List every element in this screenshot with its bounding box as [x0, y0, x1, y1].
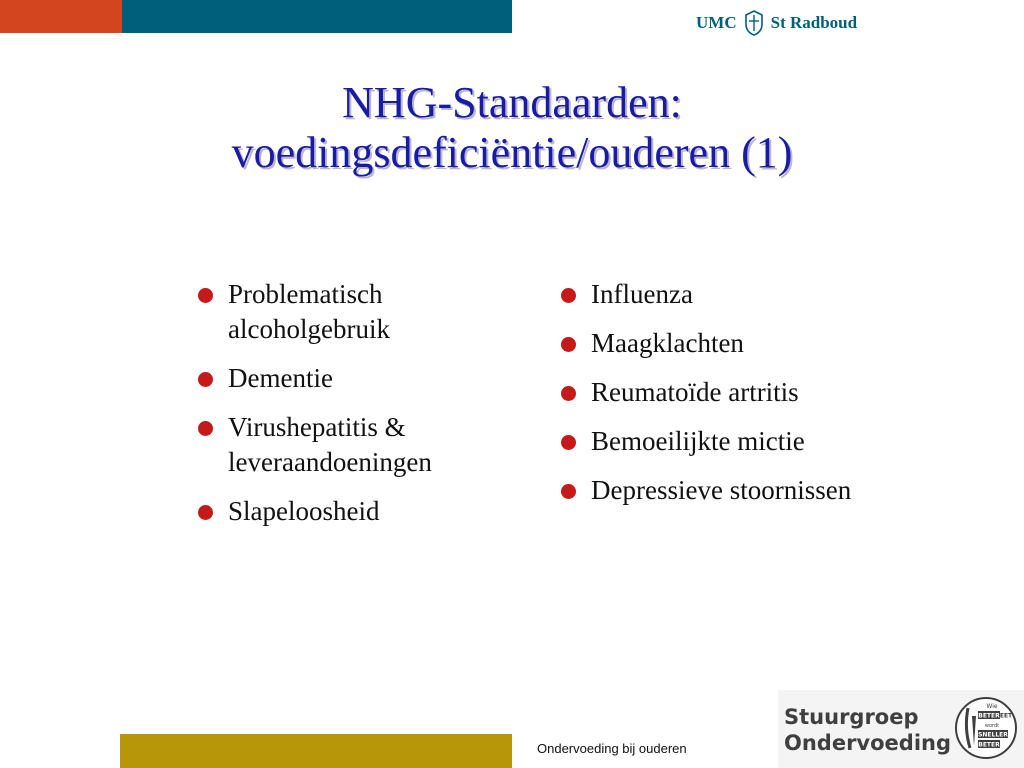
stuurgroep-logo [778, 690, 1024, 768]
title-line-1: NHG-Standaarden: [342, 78, 682, 127]
badge-text-beter-2: BETER [978, 741, 1000, 749]
crest-icon [743, 9, 765, 37]
left-bullet-list [198, 277, 518, 543]
stuurgroep-logo-text [784, 704, 951, 756]
radboud-logo-text: St Radboud [770, 13, 858, 32]
bullet-icon [561, 435, 576, 450]
bullet-icon [198, 372, 213, 387]
umc-logo [696, 8, 857, 38]
badge-text-wordt: wordt [984, 723, 1000, 729]
footer-text: Ondervoeding bij ouderen [537, 741, 687, 756]
title-line-2: voedingsdeficiëntie/ouderen (1) [231, 128, 793, 177]
logo-line-1: Stuurgroep [784, 705, 919, 729]
list-item: Slapeloosheid [198, 494, 518, 529]
top-bar-teal [122, 0, 512, 33]
bullet-icon [198, 421, 213, 436]
badge-icon [954, 696, 1018, 760]
logo-line-2: Ondervoeding [784, 731, 952, 755]
list-item: Virushepatitis & leveraandoeningen [198, 410, 518, 480]
top-bar-orange [0, 0, 122, 33]
badge-text-wie: Wie [986, 703, 998, 710]
umc-logo-text: UMC [696, 13, 737, 32]
list-item: Problematisch alcoholgebruik [198, 277, 518, 347]
list-item: Depressieve stoornissen [561, 473, 981, 508]
bullet-icon [561, 386, 576, 401]
bullet-icon [198, 288, 213, 303]
slide-title [0, 78, 1024, 178]
list-item: Bemoeilijkte mictie [561, 424, 981, 459]
list-item: Influenza [561, 277, 981, 312]
badge-text-sneller: SNELLER [978, 731, 1008, 739]
list-item: Dementie [198, 361, 518, 396]
badge-text-eet: EET [999, 712, 1013, 720]
bottom-bar-gold [120, 734, 512, 768]
list-item: Reumatoïde artritis [561, 375, 981, 410]
bullet-icon [198, 505, 213, 520]
badge-text-beter: BETER [978, 712, 1000, 720]
bullet-icon [561, 337, 576, 352]
right-bullet-list [561, 277, 981, 522]
bullet-icon [561, 288, 576, 303]
list-item: Maagklachten [561, 326, 981, 361]
bullet-icon [561, 484, 576, 499]
